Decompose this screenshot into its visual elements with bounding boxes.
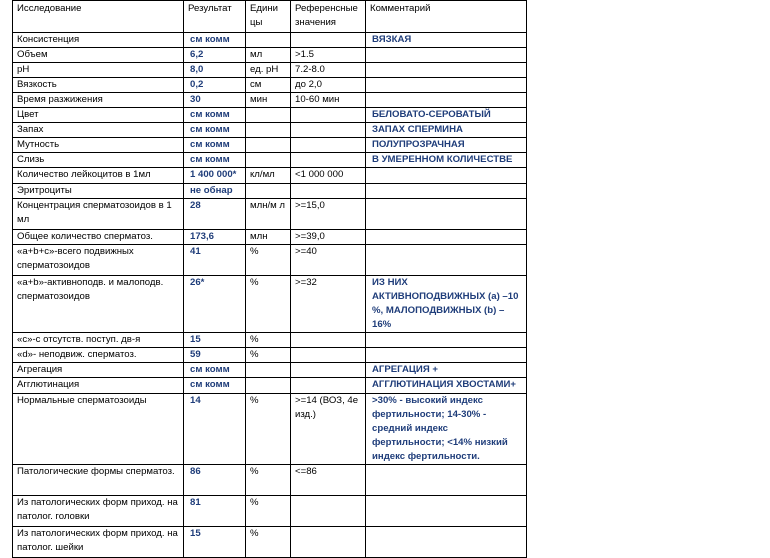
row-units: [246, 153, 291, 168]
table-row: [13, 108, 527, 123]
row-test-name: «a+b»-активноподв. и малоподв. сперматозоидов: [13, 276, 184, 333]
row-comment: ИЗ НИХ АКТИВНОПОДВИЖНЫХ (a) –10 %, МАЛОПОДВИЖНЫХ (b) – 16%: [366, 276, 527, 333]
row-result: см комм: [184, 378, 246, 394]
table-row: [13, 465, 527, 496]
row-units: млн/м л: [246, 199, 291, 230]
row-comment: [366, 168, 527, 184]
row-comment: АГРЕГАЦИЯ +: [366, 363, 527, 378]
row-test-name: Цвет: [13, 108, 184, 123]
row-result: см комм: [184, 363, 246, 378]
row-result: 15: [184, 527, 246, 558]
table-row: [13, 168, 527, 184]
row-comment: [366, 184, 527, 199]
row-result: 41: [184, 245, 246, 276]
row-test-name: «c»-с отсутств. поступ. дв-я: [13, 333, 184, 348]
row-test-name: Из патологических форм приход. на патолог. головки: [13, 496, 184, 527]
row-result: 81: [184, 496, 246, 527]
table-row: [13, 363, 527, 378]
row-result: 8,0: [184, 63, 246, 78]
row-reference: [291, 153, 366, 168]
row-reference: [291, 527, 366, 558]
header-reference: Референсные значения: [291, 1, 366, 33]
row-units: %: [246, 527, 291, 558]
header-test: Исследование: [13, 1, 184, 33]
row-units: [246, 138, 291, 153]
row-test-name: Агрегация: [13, 363, 184, 378]
table-row: [13, 153, 527, 168]
row-reference: [291, 496, 366, 527]
row-units: мин: [246, 93, 291, 108]
row-reference: [291, 33, 366, 48]
row-reference: >=39,0: [291, 230, 366, 245]
row-units: %: [246, 333, 291, 348]
header-comment: Комментарий: [366, 1, 527, 33]
row-test-name: Мутность: [13, 138, 184, 153]
row-test-name: Вязкость: [13, 78, 184, 93]
table-row: [13, 48, 527, 63]
row-comment: [366, 78, 527, 93]
row-result: 6,2: [184, 48, 246, 63]
row-reference: [291, 108, 366, 123]
row-reference: >1.5: [291, 48, 366, 63]
row-units: [246, 108, 291, 123]
row-reference: <1 000 000: [291, 168, 366, 184]
row-comment: [366, 348, 527, 363]
table-row: [13, 199, 527, 230]
row-comment: [366, 333, 527, 348]
row-comment: БЕЛОВАТО-СЕРОВАТЫЙ: [366, 108, 527, 123]
row-test-name: Количество лейкоцитов в 1мл: [13, 168, 184, 184]
row-reference: [291, 333, 366, 348]
row-result: см комм: [184, 33, 246, 48]
row-units: [246, 123, 291, 138]
row-reference: 10-60 мин: [291, 93, 366, 108]
row-reference: [291, 348, 366, 363]
row-units: %: [246, 496, 291, 527]
row-reference: >=32: [291, 276, 366, 333]
table-row: [13, 394, 527, 465]
row-result: 86: [184, 465, 246, 496]
row-reference: <=86: [291, 465, 366, 496]
row-result: 15: [184, 333, 246, 348]
row-units: [246, 378, 291, 394]
row-test-name: Время разжижения: [13, 93, 184, 108]
table-row: [13, 78, 527, 93]
row-units: %: [246, 245, 291, 276]
row-result: 28: [184, 199, 246, 230]
header-units: Едини цы: [246, 1, 291, 33]
table-row: [13, 348, 527, 363]
row-reference: [291, 378, 366, 394]
row-test-name: Общее количество сперматоз.: [13, 230, 184, 245]
table-row: [13, 138, 527, 153]
row-comment: [366, 527, 527, 558]
row-units: [246, 184, 291, 199]
semen-analysis-sheet: [12, 0, 527, 558]
row-reference: >=40: [291, 245, 366, 276]
row-result: 14: [184, 394, 246, 465]
header-row: [13, 1, 527, 33]
table-body: [13, 33, 527, 558]
row-reference: 7.2-8.0: [291, 63, 366, 78]
row-units: %: [246, 394, 291, 465]
row-test-name: Нормальные сперматозоиды: [13, 394, 184, 465]
row-units: млн: [246, 230, 291, 245]
row-reference: до 2,0: [291, 78, 366, 93]
row-result: 0,2: [184, 78, 246, 93]
row-reference: [291, 363, 366, 378]
row-test-name: Концентрация сперматозоидов в 1 мл: [13, 199, 184, 230]
row-test-name: Консистенция: [13, 33, 184, 48]
row-comment: ЗАПАХ СПЕРМИНА: [366, 123, 527, 138]
row-comment: АГГЛЮТИНАЦИЯ ХВОСТАМИ+: [366, 378, 527, 394]
row-reference: [291, 184, 366, 199]
table-row: [13, 245, 527, 276]
row-comment: [366, 496, 527, 527]
row-test-name: Патологические формы сперматоз.: [13, 465, 184, 496]
row-comment: [366, 465, 527, 496]
row-comment: В УМЕРЕННОМ КОЛИЧЕСТВЕ: [366, 153, 527, 168]
row-comment: [366, 230, 527, 245]
table-row: [13, 496, 527, 527]
row-test-name: Запах: [13, 123, 184, 138]
row-result: 26*: [184, 276, 246, 333]
row-result: см комм: [184, 138, 246, 153]
table-row: [13, 378, 527, 394]
header-result: Результат: [184, 1, 246, 33]
table-row: [13, 33, 527, 48]
row-test-name: Из патологических форм приход. на патолог. шейки: [13, 527, 184, 558]
row-units: %: [246, 465, 291, 496]
row-test-name: Агглютинация: [13, 378, 184, 394]
row-result: см комм: [184, 153, 246, 168]
table-row: [13, 184, 527, 199]
row-units: кл/мл: [246, 168, 291, 184]
row-result: 59: [184, 348, 246, 363]
row-result: 30: [184, 93, 246, 108]
table-row: [13, 123, 527, 138]
row-test-name: «d»- неподвиж. сперматоз.: [13, 348, 184, 363]
row-result: см комм: [184, 108, 246, 123]
row-units: ед. pH: [246, 63, 291, 78]
row-units: [246, 363, 291, 378]
row-reference: >=14 (ВОЗ, 4е изд.): [291, 394, 366, 465]
row-result: не обнар: [184, 184, 246, 199]
row-reference: >=15,0: [291, 199, 366, 230]
row-result: 173,6: [184, 230, 246, 245]
row-result: 1 400 000*: [184, 168, 246, 184]
row-test-name: Эритроциты: [13, 184, 184, 199]
row-units: %: [246, 276, 291, 333]
row-comment: [366, 63, 527, 78]
table-row: [13, 527, 527, 558]
table-row: [13, 230, 527, 245]
results-table: [12, 0, 527, 558]
row-test-name: Слизь: [13, 153, 184, 168]
row-units: мл: [246, 48, 291, 63]
row-test-name: pH: [13, 63, 184, 78]
row-comment: [366, 199, 527, 230]
row-reference: [291, 138, 366, 153]
row-comment: [366, 245, 527, 276]
row-comment: ВЯЗКАЯ: [366, 33, 527, 48]
row-units: [246, 33, 291, 48]
row-test-name: Объем: [13, 48, 184, 63]
row-result: см комм: [184, 123, 246, 138]
row-comment: [366, 48, 527, 63]
row-comment: [366, 93, 527, 108]
row-comment: >30% - высокий индекс фертильности; 14-30% - средний индекс фертильности; <14% низкий индекс фертильности.: [366, 394, 527, 465]
table-row: [13, 333, 527, 348]
row-reference: [291, 123, 366, 138]
row-units: см: [246, 78, 291, 93]
table-row: [13, 276, 527, 333]
table-row: [13, 93, 527, 108]
row-test-name: «a+b+c»-всего подвижных сперматозоидов: [13, 245, 184, 276]
row-comment: ПОЛУПРОЗРАЧНАЯ: [366, 138, 527, 153]
table-row: [13, 63, 527, 78]
row-units: %: [246, 348, 291, 363]
